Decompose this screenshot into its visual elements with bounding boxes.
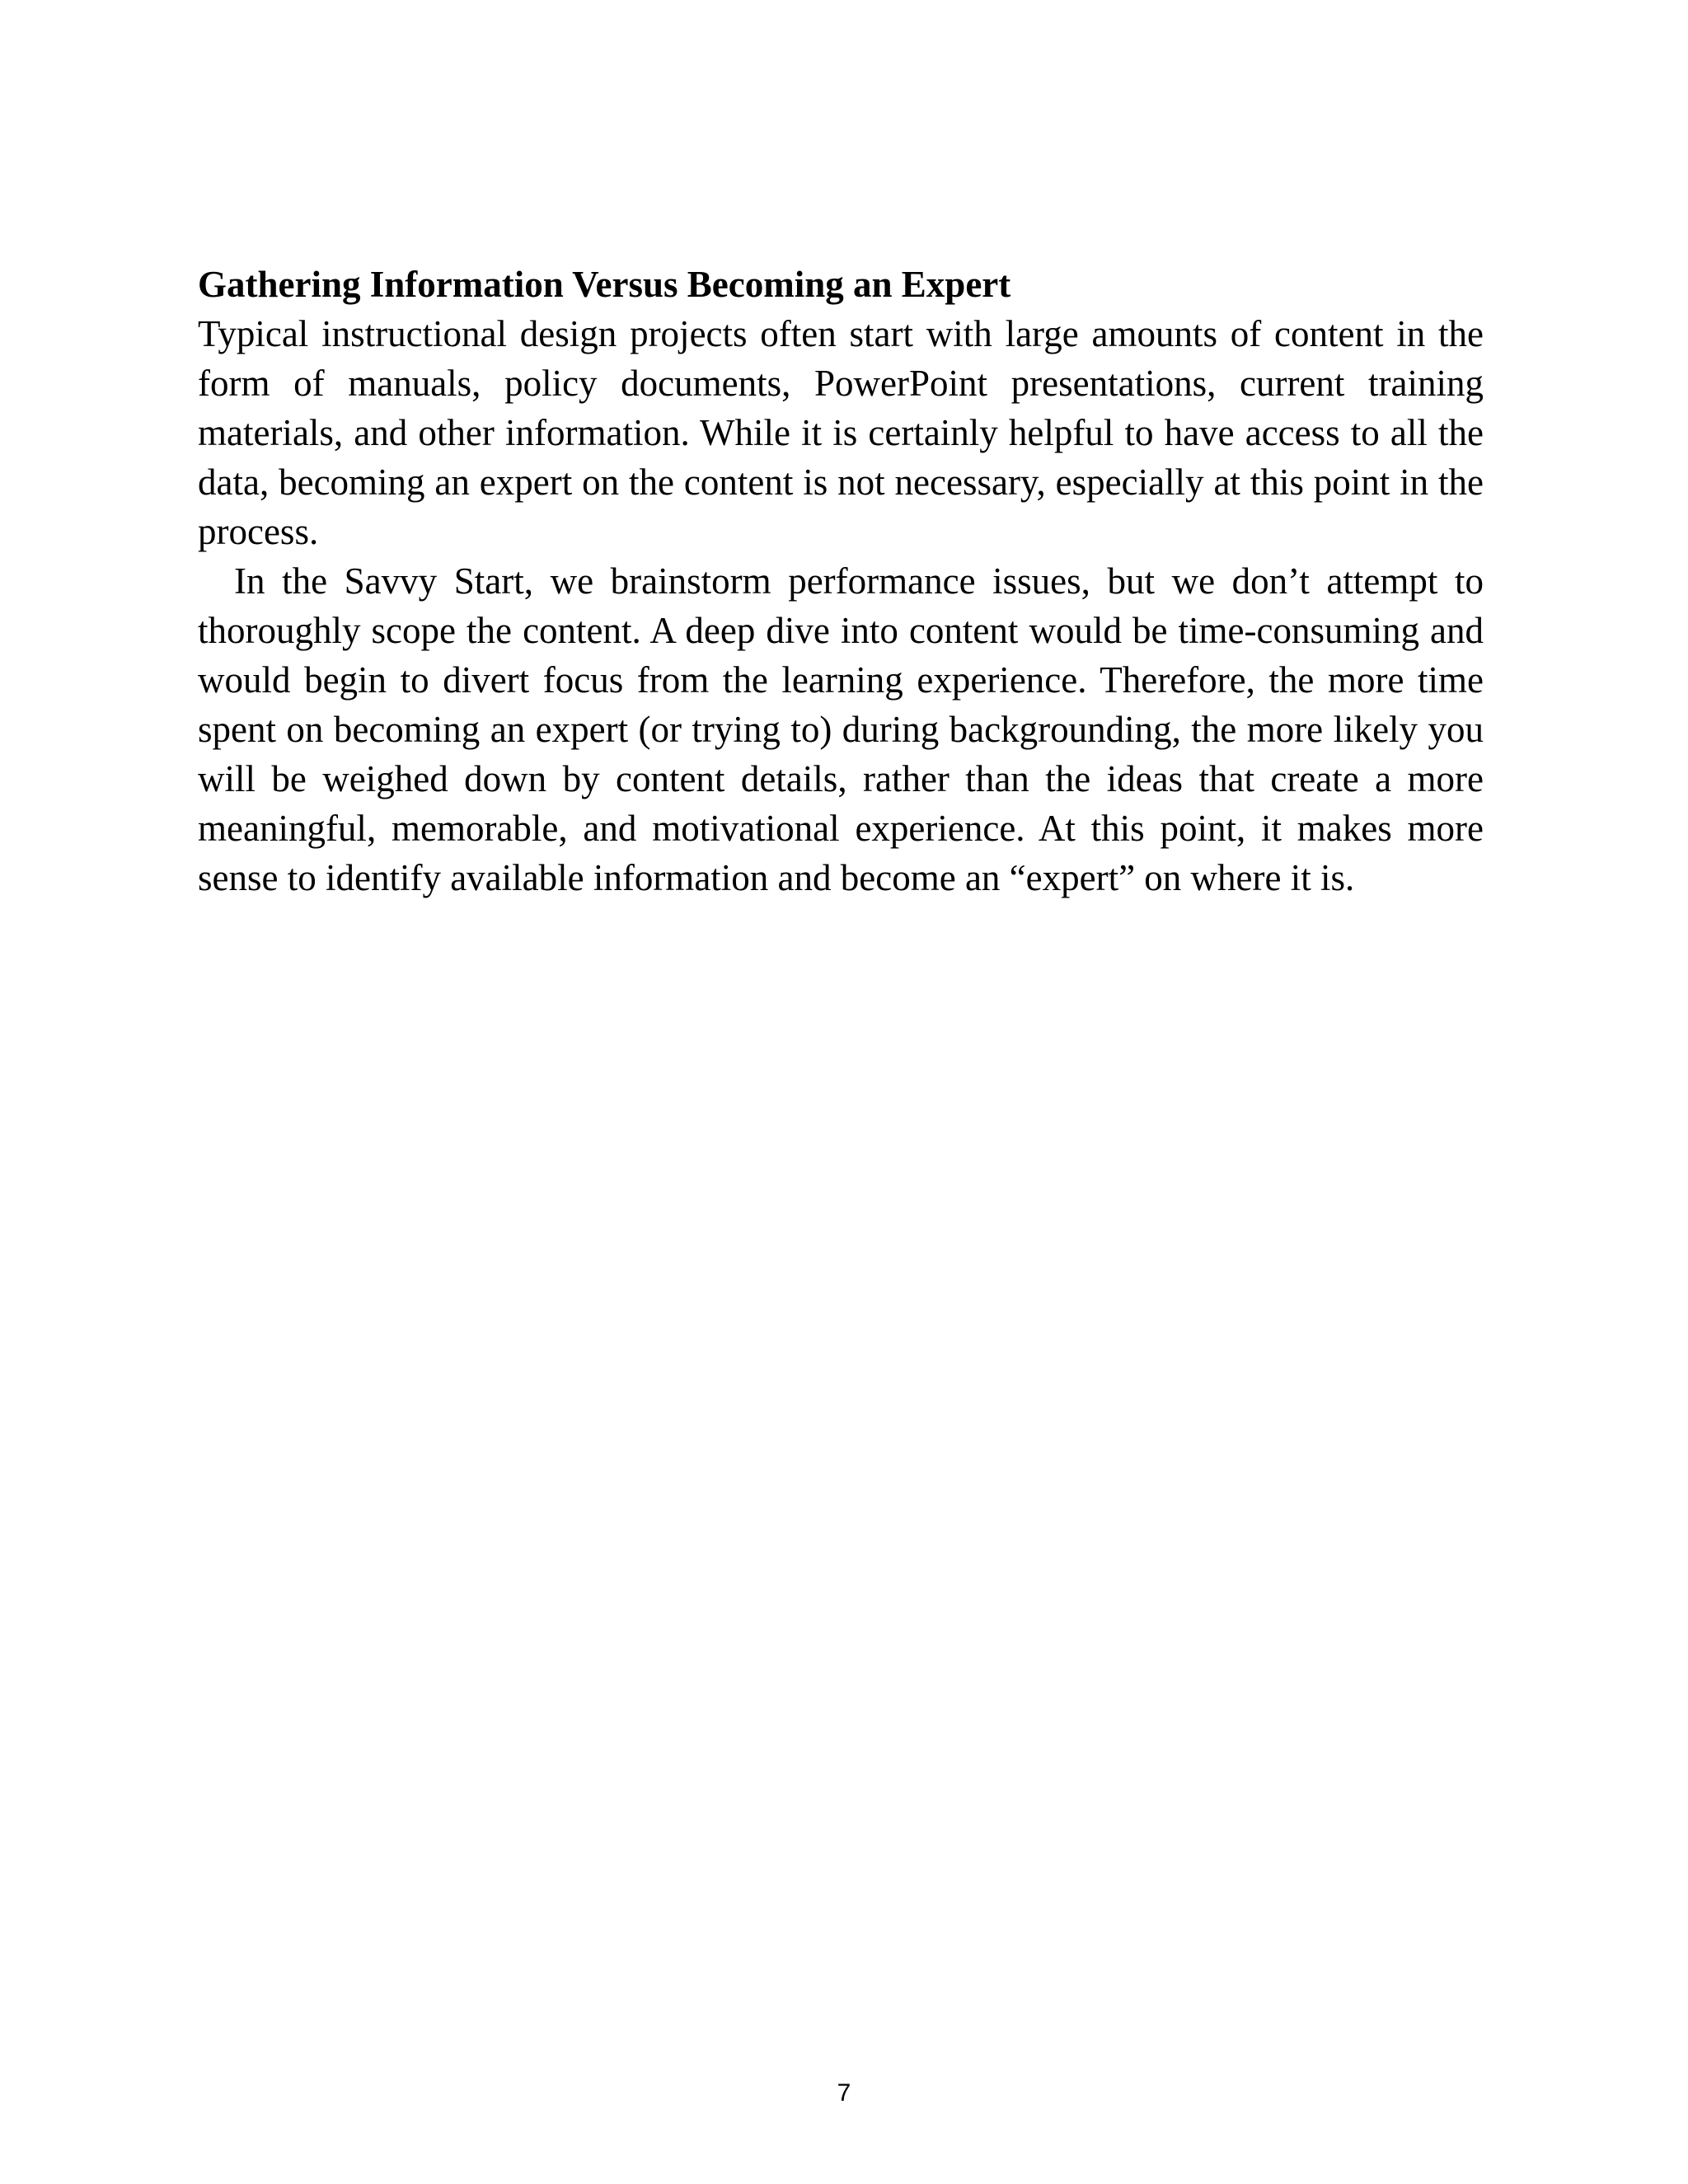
section-heading: Gathering Information Versus Becoming an Expert — [198, 264, 1011, 305]
page-content — [198, 260, 1484, 902]
body-paragraph-2: In the Savvy Start, we brainstorm performance issues, but we don’t attempt to thoroughly scope the content. A deep dive into content would be time-consuming and would begin to divert focus from the learning experience. Therefore, the more time spent on becoming an expert (or trying to) during backgrounding, the more likely you will be weighed down by content details, rather than the ideas that create a more meaningful, memorable, and motivational experience. At this point, it makes more sense to identify available information and become an “expert” on where it is. — [198, 560, 1484, 898]
body-paragraph-1: Typical instructional design projects often start with large amounts of content in the form of manuals, policy documents, PowerPoint presentations, current training materials, and other information. While it is certainly helpful to have access to all the data, becoming an expert on the content is not necessary, especially at this point in the process. — [198, 313, 1484, 552]
page-number: 7 — [837, 2079, 851, 2107]
